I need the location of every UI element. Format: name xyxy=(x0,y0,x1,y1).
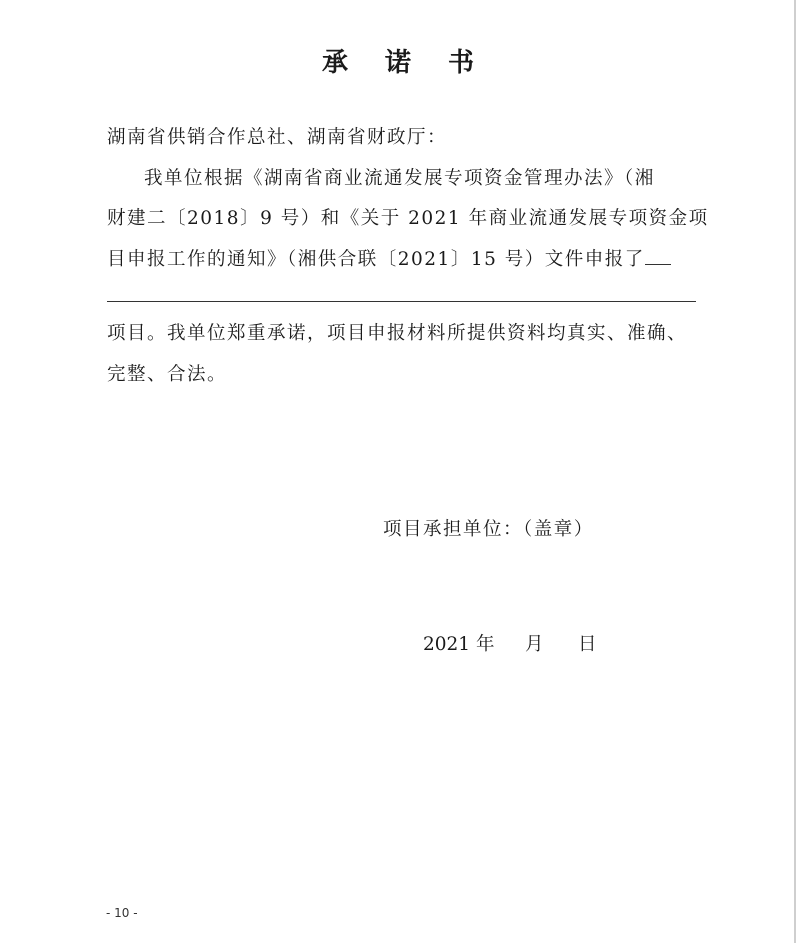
body-line-3: 目申报工作的通知》（湘供合联〔2021〕15 号）文件申报了 xyxy=(107,249,645,270)
project-name-blank-line xyxy=(107,301,696,302)
body-line-3-wrapper xyxy=(107,246,671,272)
body-line-5: 完整、合法。 xyxy=(107,364,228,385)
date-year: 2021 年 xyxy=(423,634,495,655)
body-line-2: 财建二〔2018〕9 号）和《关于 2021 年商业流通发展专项资金项 xyxy=(107,208,709,229)
body-line-4: 项目。我单位郑重承诺，项目申报材料所提供资料均真实、准确、 xyxy=(107,323,688,344)
fill-in-blank-inline xyxy=(645,246,671,265)
signature-label: 项目承担单位：（盖章） xyxy=(383,519,594,540)
date-day: 日 xyxy=(578,634,597,655)
addressee-line: 湖南省供销合作总社、湖南省财政厅： xyxy=(107,127,448,148)
document-title: 承 诺 书 xyxy=(321,48,489,78)
date-month: 月 xyxy=(525,634,544,655)
page-number: - 10 - xyxy=(106,906,138,920)
body-line-1: 我单位根据《湖南省商业流通发展专项资金管理办法》（湘 xyxy=(144,168,655,189)
